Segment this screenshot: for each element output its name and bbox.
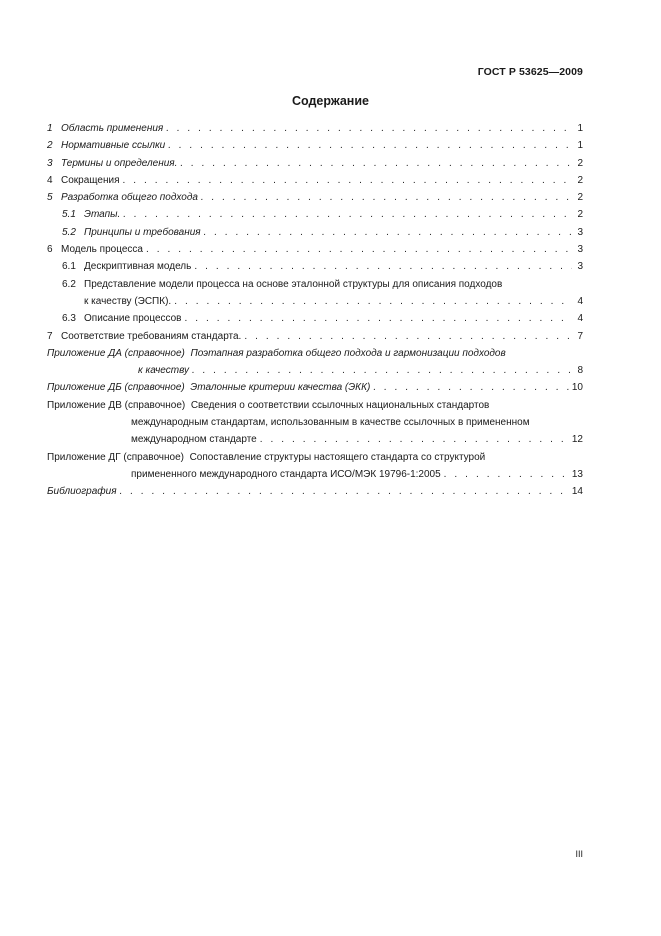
toc-entry-page: 2 [577,157,583,169]
toc-entry-6[interactable] [47,241,583,258]
toc-entry-title: Нормативные ссылки [61,140,166,152]
toc-entry-title: Принципы и требования [84,226,201,238]
toc-entry-title: Сокращения [61,174,120,186]
toc-entry-1[interactable] [47,120,583,137]
toc-entry-page: 1 [577,140,583,152]
toc-entry-title: Библиография [47,486,117,498]
toc-entry-number: 2 [47,140,53,152]
toc-entry-title-cont: международным стандартам, использованным в качестве ссылочных в примененном [131,417,530,429]
toc-entry-page: 14 [571,486,583,498]
toc-entry-5[interactable] [47,189,583,206]
toc-entry-title: Разработка общего подхода [61,192,198,204]
toc-entry-title-cont: к качеству [138,365,189,377]
toc-entry-title: Модель процесса [61,244,143,256]
appendix-prefix: Приложение ДВ (справочное) [47,399,186,411]
toc-entry-page: 8 [577,365,583,377]
toc-entry-number: 5.2 [62,226,76,238]
toc-entry-page: 4 [577,313,583,325]
toc-entry-number: 7 [47,330,53,342]
toc-entry-page: 2 [577,209,583,221]
appendix-prefix: Приложение ДБ (справочное) [47,382,185,394]
appendix-prefix: Приложение ДГ (справочное) [47,451,184,463]
toc-entry-title: Эталонные критерии качества (ЭКК) [190,382,371,394]
toc-entry-page: 2 [577,174,583,186]
toc-entry-2[interactable] [47,137,583,154]
toc-entry-page: 13 [571,468,583,480]
toc-bibliography[interactable] [47,483,583,500]
toc-entry-3[interactable] [47,155,583,172]
toc-appendix-dv[interactable] [47,397,583,449]
toc-entry-page: 7 [577,330,583,342]
table-of-contents [47,120,583,501]
toc-entry-5-1[interactable] [47,206,583,223]
toc-entry-title: Область применения [61,123,164,134]
toc-entry-number: 6.2 [62,278,76,290]
toc-entry-title: Термины и определения. [61,157,178,169]
toc-entry-number: 6 [47,244,53,256]
toc-entry-number: 5 [47,192,53,204]
toc-entry-title: Сопоставление структуры настоящего стандарта со структурой [189,451,486,463]
toc-entry-title: Представление модели процесса на основе эталонной структуры для описания подходов [84,278,503,290]
toc-entry-title: Дескриптивная модель [84,261,192,273]
toc-appendix-da[interactable] [47,345,583,380]
toc-entry-page: 12 [571,434,583,446]
toc-entry-title: Сведения о соответствии ссылочных национальных стандартов [190,399,490,411]
toc-title: Содержание [291,94,369,108]
toc-appendix-db[interactable] [47,379,583,396]
toc-entry-page: 4 [577,295,583,307]
appendix-prefix: Приложение ДА (справочное) [47,347,185,359]
toc-entry-number: 5.1 [62,209,76,221]
toc-entry-6-2[interactable] [47,276,583,311]
toc-entry-number: 3 [47,157,53,169]
toc-entry-page: 3 [577,226,583,238]
toc-entry-page: 10 [571,382,583,394]
toc-entry-number: 4 [47,174,53,186]
toc-entry-page: 3 [577,261,583,273]
toc-entry-page: 3 [577,244,583,256]
toc-entry-title: Этапы. [84,209,121,221]
toc-entry-6-3[interactable] [47,310,583,327]
toc-entry-5-2[interactable] [47,224,583,241]
toc-entry-7[interactable] [47,328,583,345]
toc-entry-page: 1 [577,123,583,134]
toc-entry-title: Поэтапная разработка общего подхода и гармонизации подходов [190,347,506,359]
standard-code: ГОСТ Р 53625—2009 [477,66,583,78]
toc-entry-number: 6.1 [62,261,76,273]
toc-entry-number: 6.3 [62,313,76,325]
toc-entry-6-1[interactable] [47,258,583,275]
toc-entry-number: 1 [47,123,53,134]
toc-entry-title-cont: международном стандарте [131,434,257,446]
toc-entry-title-cont: примененного международного стандарта ИСО/МЭК 19796-1:2005 [131,468,441,480]
toc-entry-4[interactable] [47,172,583,189]
toc-appendix-dg[interactable] [47,449,583,484]
toc-entry-page: 2 [577,192,583,204]
toc-entry-title: Описание процессов [84,313,182,325]
toc-entry-title: Соответствие требованиям стандарта. [61,330,242,342]
page-number: III [575,849,583,859]
toc-entry-title-cont: к качеству (ЭСПК). [84,295,172,307]
